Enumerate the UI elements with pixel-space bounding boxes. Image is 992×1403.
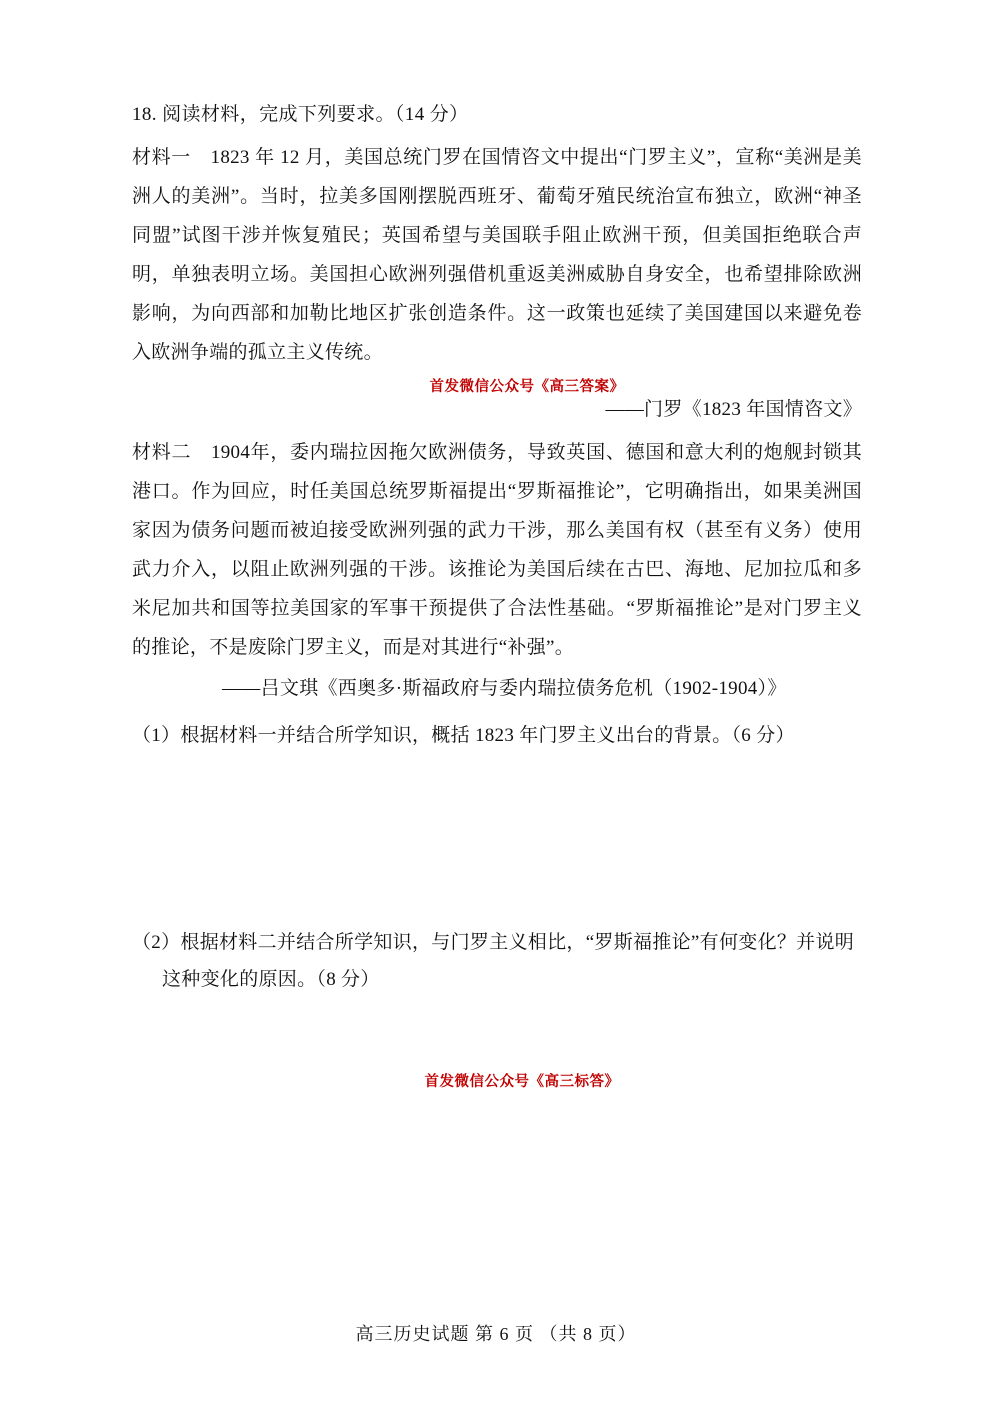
watermark-stamp-bottom: 首发微信公众号《高三标答》 <box>424 1073 620 1090</box>
sub-question-2-line-1: （2）根据材料二并结合所学知识，与门罗主义相比，“罗斯福推论”有何变化？并说明 <box>132 931 855 953</box>
material-two-paragraph: 材料二 1904年，委内瑞拉因拖欠欧洲债务，导致英国、德国和意大利的炮舰封锁其港口。作为回应，时任美国总统罗斯福提出“罗斯福推论”，它明确指出，如果美洲国家因为债务问题而被迫接受欧洲列强的武力干涉，那么美国有权（甚至有义务）使用武力介入，以阻止欧洲列强的干涉。该推论为美国后续在古巴、海地、尼加拉瓜和多米尼加共和国等拉美国家的军事干预提供了合法性基础。“罗斯福推论”是对门罗主义的推论，不是废除门罗主义，而是对其进行“补强”。 <box>132 442 862 658</box>
page-footer: 高三历史试题 第 6 页 （共 8 页） <box>355 1324 637 1344</box>
answer-space-2 <box>132 998 862 1058</box>
sub-question-2-line-2: 这种变化的原因。（8 分） <box>162 968 380 990</box>
watermark-stamp-top: 首发微信公众号《高三答案》 <box>429 379 625 396</box>
sub-question-1: （1）根据材料一并结合所学知识，概括 1823 年门罗主义出台的背景。（6 分） <box>132 724 795 746</box>
question-number-prompt: 18. 阅读材料，完成下列要求。（14 分） <box>132 104 469 125</box>
page-content <box>132 100 862 1091</box>
material-two-source: ——吕文琪《西奥多·斯福政府与委内瑞拉债务危机（1902-1904）》 <box>222 677 787 699</box>
sub-question-2 <box>132 924 862 998</box>
material-one-source: ——门罗《1823 年国情咨文》 <box>605 399 862 421</box>
answer-space-1 <box>132 754 862 924</box>
material-one-paragraph: 材料一 1823 年 12 月，美国总统门罗在国情咨文中提出“门罗主义”，宣称“美洲是美洲人的美洲”。当时，拉美多国刚摆脱西班牙、葡萄牙殖民统治宣布独立，欧洲“神圣同盟”试图干涉并恢复殖民；英国希望与美国联手阻止欧洲干预，但美国拒绝联合声明，单独表明立场。美国担心欧洲列强借机重返美洲威胁自身安全，也希望排除欧洲影响，为向西部和加勒比地区扩张创造条件。这一政策也延续了美国建国以来避免卷入欧洲争端的孤立主义传统。 <box>132 147 862 364</box>
